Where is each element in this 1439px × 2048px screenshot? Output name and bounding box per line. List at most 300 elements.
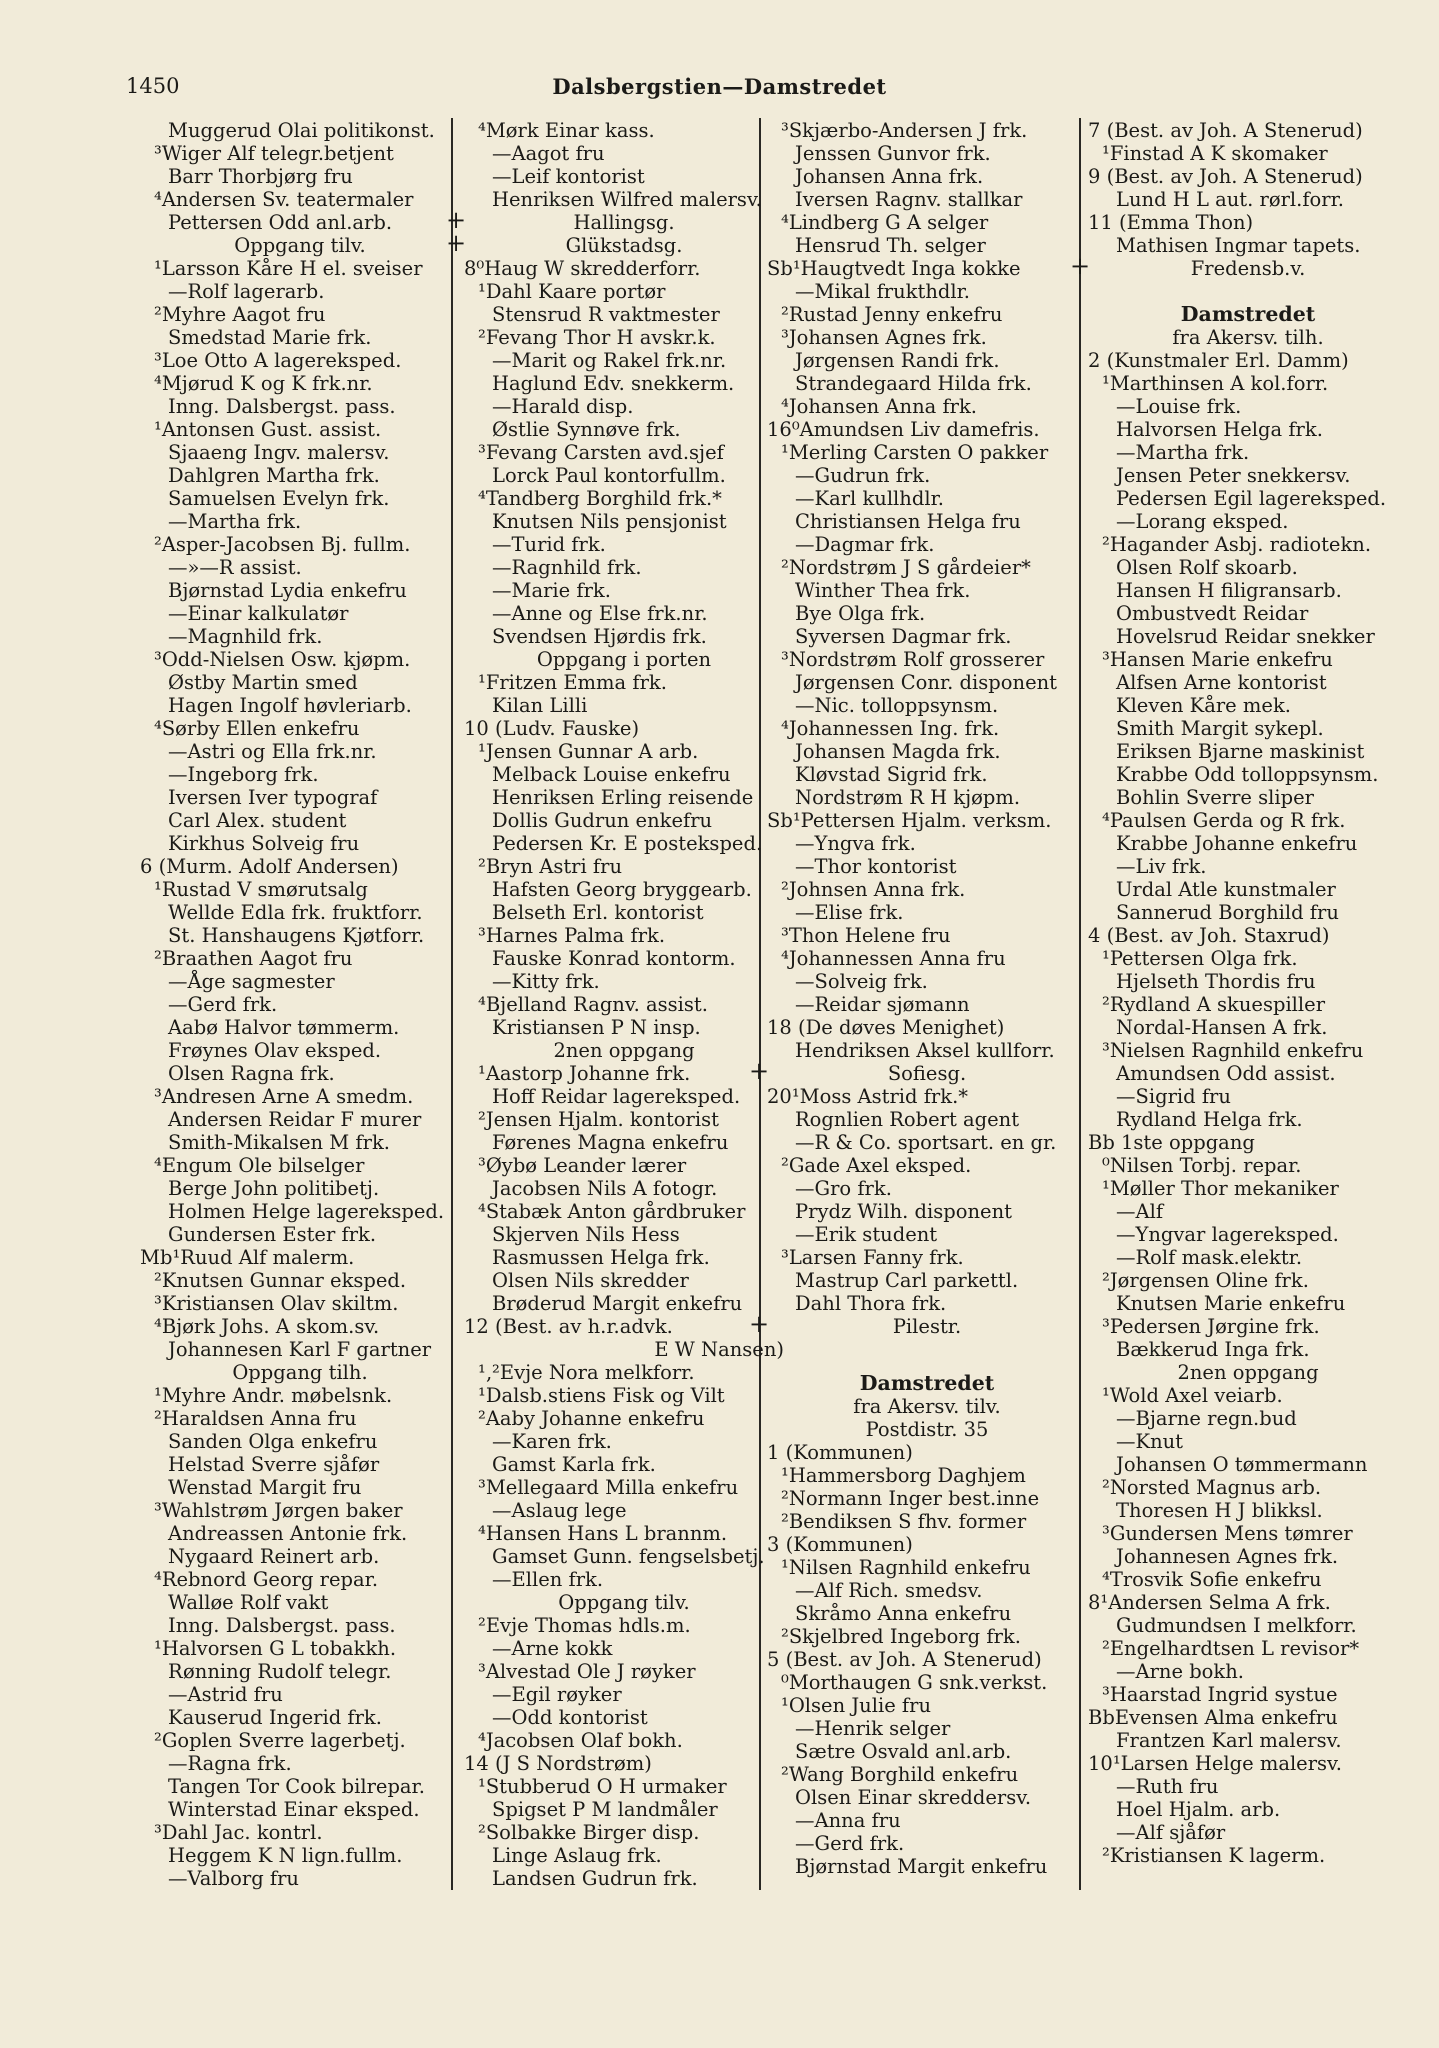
directory-entry: —Yngva frk. bbox=[795, 832, 916, 855]
directory-entry: —Ragna frk. bbox=[168, 1752, 292, 1775]
directory-entry: Oppgang tilv. bbox=[558, 1591, 690, 1614]
directory-entry: Postdistr. 35 bbox=[865, 1418, 989, 1441]
directory-entry: —Yngvar lagereksped. bbox=[1116, 1223, 1339, 1246]
directory-entry: ⁴Tandberg Borghild frk.* bbox=[478, 487, 722, 510]
directory-entry: Oppgang tilh. bbox=[232, 1361, 368, 1384]
directory-entry: Jørgensen Conr. disponent bbox=[795, 671, 1058, 694]
directory-entry: Melback Louise enkefru bbox=[492, 763, 731, 786]
directory-entry: Nygaard Reinert arb. bbox=[168, 1545, 380, 1568]
directory-entry: Andreassen Antonie frk. bbox=[168, 1522, 408, 1545]
directory-entry: ³Johansen Agnes frk. bbox=[781, 326, 987, 349]
cross-street bbox=[749, 1057, 1087, 1085]
directory-entry: Bækkerud Inga frk. bbox=[1116, 1338, 1310, 1361]
spacer bbox=[1088, 280, 1408, 303]
directory-entry: ¹Finstad A K skomaker bbox=[1102, 142, 1328, 165]
directory-entry: —Gerd frk. bbox=[795, 1832, 905, 1855]
directory-entry: ⁴Johannessen Anna fru bbox=[781, 947, 1006, 970]
directory-entry: Urdal Atle kunstmaler bbox=[1116, 878, 1336, 901]
directory-entry: —Anne og Else frk.nr. bbox=[492, 602, 708, 625]
directory-entry: 20¹Moss Astrid frk.* bbox=[767, 1085, 969, 1108]
directory-entry: 8¹Andersen Selma A frk. bbox=[1088, 1591, 1331, 1614]
directory-entry: 3 (Kommunen) bbox=[767, 1533, 913, 1556]
directory-entry: Amundsen Odd assist. bbox=[1116, 1062, 1336, 1085]
directory-entry: ⁴Sørby Ellen enkefru bbox=[154, 717, 360, 740]
directory-entry: 10 (Ludv. Fauske) bbox=[464, 717, 640, 740]
directory-entry: ²Fevang Thor H avskr.k. bbox=[478, 326, 716, 349]
directory-entry: Skjerven Nils Hess bbox=[492, 1223, 680, 1246]
directory-entry: Wellde Edla frk. fruktforr. bbox=[168, 901, 423, 924]
directory-entry: Berge John politibetj. bbox=[168, 1177, 380, 1200]
directory-entry: Strandegaard Hilda frk. bbox=[795, 372, 1032, 395]
cross-street-icon: + bbox=[749, 1310, 770, 1338]
directory-entry: Iversen Ragnv. stallkar bbox=[795, 188, 1023, 211]
directory-entry: 18 (De døves Menighet) bbox=[767, 1016, 1005, 1039]
directory-entry: Inng. Dalsbergst. pass. bbox=[168, 395, 396, 418]
directory-entry: Knutsen Marie enkefru bbox=[1116, 1292, 1346, 1315]
directory-entry: E W Nansen) bbox=[654, 1338, 784, 1361]
directory-entry: Johansen O tømmermann bbox=[1116, 1453, 1368, 1476]
directory-entry: Thoresen H J blikksl. bbox=[1116, 1499, 1323, 1522]
cross-street bbox=[1070, 252, 1408, 280]
directory-entry: 14 (J S Nordstrøm) bbox=[464, 1752, 652, 1775]
directory-entry: —R & Co. sportsart. en gr. bbox=[795, 1131, 1057, 1154]
page-title: Dalsbergstien—Damstredet bbox=[552, 74, 887, 99]
directory-entry: Sjaaeng Ingv. malersv. bbox=[168, 441, 390, 464]
directory-entry: Smedstad Marie frk. bbox=[168, 326, 372, 349]
directory-entry: Hoel Hjalm. arb. bbox=[1116, 1798, 1281, 1821]
directory-column-1 bbox=[140, 119, 460, 1890]
directory-entry: ³Harnes Palma frk. bbox=[478, 924, 666, 947]
directory-entry: Gudmundsen I melkforr. bbox=[1116, 1614, 1357, 1637]
directory-entry: Haglund Edv. snekkerm. bbox=[492, 372, 735, 395]
directory-entry: ¹Dahl Kaare portør bbox=[478, 280, 666, 303]
directory-entry: Lund H L aut. rørl.forr. bbox=[1116, 188, 1344, 211]
directory-entry: Heggem K N lign.fullm. bbox=[168, 1844, 403, 1867]
directory-entry: Kleven Kåre mek. bbox=[1116, 694, 1291, 717]
directory-entry: Hansen H filigransarb. bbox=[1116, 579, 1342, 602]
directory-entry: ³Hansen Marie enkefru bbox=[1102, 648, 1333, 671]
directory-entry: ³Fevang Carsten avd.sjef bbox=[478, 441, 724, 464]
directory-entry: —Turid frk. bbox=[492, 533, 606, 556]
directory-entry: Prydz Wilh. disponent bbox=[795, 1200, 1012, 1223]
directory-entry: Skråmo Anna enkefru bbox=[795, 1602, 1012, 1625]
directory-entry: —Odd kontorist bbox=[492, 1706, 648, 1729]
directory-entry: Nordstrøm R H kjøpm. bbox=[795, 786, 1021, 809]
cross-street-icon: + bbox=[446, 206, 467, 234]
directory-entry: Jørgensen Randi frk. bbox=[795, 349, 1000, 372]
directory-entry: Johannesen Agnes frk. bbox=[1116, 1545, 1339, 1568]
directory-entry: —Ellen frk. bbox=[492, 1568, 604, 1591]
directory-entry: ³Wahlstrøm Jørgen baker bbox=[154, 1499, 403, 1522]
directory-entry: Gamset Gunn. fengselsbetj. bbox=[492, 1545, 765, 1568]
directory-entry: ²Aaby Johanne enkefru bbox=[478, 1407, 705, 1430]
directory-entry: Rønning Rudolf telegr. bbox=[168, 1660, 392, 1683]
directory-entry: ⁴Paulsen Gerda og R frk. bbox=[1102, 809, 1346, 832]
page-number: 1450 bbox=[126, 74, 180, 98]
directory-entry: —Harald disp. bbox=[492, 395, 634, 418]
directory-entry: Olsen Rolf skoarb. bbox=[1116, 556, 1298, 579]
directory-entry: —Alf bbox=[1116, 1200, 1164, 1223]
directory-entry: Nordal-Hansen A frk. bbox=[1116, 1016, 1328, 1039]
directory-entry: Olsen Einar skreddersv. bbox=[795, 1786, 1032, 1809]
directory-entry: —Ingeborg frk. bbox=[168, 763, 319, 786]
directory-entry: —Louise frk. bbox=[1116, 395, 1242, 418]
street-heading: Damstredet bbox=[859, 1371, 995, 1395]
directory-entry: Hjelseth Thordis fru bbox=[1116, 970, 1316, 993]
directory-entry: 2nen oppgang bbox=[1177, 1361, 1319, 1384]
directory-entry: ²Jensen Hjalm. kontorist bbox=[478, 1108, 719, 1131]
directory-entry: St. Hanshaugens Kjøtforr. bbox=[168, 924, 425, 947]
directory-entry: ⁴Stabæk Anton gårdbruker bbox=[478, 1200, 746, 1223]
directory-entry: ³Dahl Jac. kontrl. bbox=[154, 1821, 323, 1844]
street-heading: Damstredet bbox=[1180, 302, 1316, 326]
cross-street-label: Fredensb.v. bbox=[1190, 257, 1306, 280]
directory-entry: ⁴Mjørud K og K frk.nr. bbox=[154, 372, 373, 395]
directory-entry: Krabbe Odd tolloppsynsm. bbox=[1116, 763, 1379, 786]
directory-entry: Hagen Ingolf høvleriarb. bbox=[168, 694, 412, 717]
directory-entry: fra Akersv. tilh. bbox=[1172, 326, 1324, 349]
directory-entry: —Elise frk. bbox=[795, 901, 904, 924]
directory-entry: —Rolf mask.elektr. bbox=[1116, 1246, 1303, 1269]
directory-entry: ⁴Johannessen Ing. frk. bbox=[781, 717, 1000, 740]
directory-entry: —Erik student bbox=[795, 1223, 938, 1246]
directory-entry: Bjørnstad Lydia enkefru bbox=[168, 579, 407, 602]
directory-entry: Sætre Osvald anl.arb. bbox=[795, 1740, 1012, 1763]
cross-street-label: Pilestr. bbox=[892, 1315, 962, 1338]
directory-entry: ¹Aastorp Johanne frk. bbox=[478, 1062, 691, 1085]
directory-entry: Andersen Reidar F murer bbox=[168, 1108, 422, 1131]
directory-entry: Pettersen Odd anl.arb. bbox=[168, 211, 393, 234]
directory-entry: ¹Fritzen Emma frk. bbox=[478, 671, 667, 694]
directory-entry: ¹‚²Evje Nora melkforr. bbox=[478, 1361, 695, 1384]
directory-entry: ¹Merling Carsten O pakker bbox=[781, 441, 1049, 464]
directory-entry: Stensrud R vaktmester bbox=[492, 303, 720, 326]
directory-entry: ²Wang Borghild enkefru bbox=[781, 1763, 1019, 1786]
cross-street-icon: + bbox=[749, 1057, 770, 1085]
directory-entry: Svendsen Hjørdis frk. bbox=[492, 625, 707, 648]
directory-entry: —Gro frk. bbox=[795, 1177, 892, 1200]
directory-entry: ³Gundersen Mens tømrer bbox=[1102, 1522, 1353, 1545]
directory-entry: Sanden Olga enkefru bbox=[168, 1430, 378, 1453]
directory-entry: Belseth Erl. kontorist bbox=[492, 901, 704, 924]
directory-entry: Frøynes Olav eksped. bbox=[168, 1039, 382, 1062]
directory-entry: Smith-Mikalsen M frk. bbox=[168, 1131, 390, 1154]
directory-entry: —Åge sagmester bbox=[168, 970, 335, 993]
directory-entry: —Nic. tolloppsynsm. bbox=[795, 694, 999, 717]
directory-entry: ⁴Mørk Einar kass. bbox=[478, 119, 655, 142]
directory-entry: ¹Møller Thor mekaniker bbox=[1102, 1177, 1339, 1200]
directory-entry: Wenstad Margit fru bbox=[168, 1476, 362, 1499]
directory-entry: Kirkhus Solveig fru bbox=[168, 832, 360, 855]
directory-entry: ¹Hammersborg Daghjem bbox=[781, 1464, 1026, 1487]
directory-entry: Walløe Rolf vakt bbox=[168, 1591, 329, 1614]
directory-entry: Mathisen Ingmar tapets. bbox=[1116, 234, 1361, 257]
directory-entry: ²Knutsen Gunnar eksped. bbox=[154, 1269, 407, 1292]
directory-entry: —Egil røyker bbox=[492, 1683, 622, 1706]
directory-entry: Hovelsrud Reidar snekker bbox=[1116, 625, 1375, 648]
directory-entry: ³Loe Otto A lagereksped. bbox=[154, 349, 402, 372]
directory-entry: BbEvensen Alma enkefru bbox=[1088, 1706, 1338, 1729]
directory-column-4 bbox=[1070, 119, 1408, 1867]
directory-entry: —Martha frk. bbox=[1116, 441, 1250, 464]
directory-entry: 6 (Murm. Adolf Andersen) bbox=[140, 855, 399, 878]
cross-street bbox=[446, 206, 784, 234]
directory-entry: 5 (Best. av Joh. A Stenerud) bbox=[767, 1648, 1042, 1671]
directory-entry: ³Odd-Nielsen Osw. kjøpm. bbox=[154, 648, 411, 671]
directory-entry: —Aslaug lege bbox=[492, 1499, 627, 1522]
directory-entry: Pedersen Egil lagereksped. bbox=[1116, 487, 1387, 510]
directory-entry: ¹Jensen Gunnar A arb. bbox=[478, 740, 699, 763]
directory-entry: ²Solbakke Birger disp. bbox=[478, 1821, 700, 1844]
directory-entry: Østby Martin smed bbox=[168, 671, 358, 694]
directory-entry: Syversen Dagmar frk. bbox=[795, 625, 1012, 648]
directory-entry: Christiansen Helga fru bbox=[795, 510, 1021, 533]
directory-entry: ⁴Rebnord Georg repar. bbox=[154, 1568, 379, 1591]
directory-entry: Eriksen Bjarne maskinist bbox=[1116, 740, 1365, 763]
directory-column-2 bbox=[446, 119, 784, 1890]
directory-entry: ⁴Andersen Sv. teatermaler bbox=[154, 188, 414, 211]
directory-column-3 bbox=[749, 119, 1087, 1878]
directory-entry: Olsen Nils skredder bbox=[492, 1269, 689, 1292]
directory-entry: Jacobsen Nils A fotogr. bbox=[492, 1177, 718, 1200]
directory-entry: Olsen Ragna frk. bbox=[168, 1062, 335, 1085]
directory-entry: 16⁰Amundsen Liv damefris. bbox=[767, 418, 1040, 441]
directory-entry: Bohlin Sverre sliper bbox=[1116, 786, 1314, 809]
directory-entry: Helstad Sverre sjåfør bbox=[168, 1453, 380, 1476]
directory-entry: —Bjarne regn.bud bbox=[1116, 1407, 1297, 1430]
directory-entry: Rognlien Robert agent bbox=[795, 1108, 1020, 1131]
cross-street-label: Glükstadsg. bbox=[565, 234, 683, 257]
directory-entry: Henriksen Wilfred malersv. bbox=[492, 188, 762, 211]
directory-entry: ⁴Johansen Anna frk. bbox=[781, 395, 977, 418]
directory-entry: —Astri og Ella frk.nr. bbox=[168, 740, 377, 763]
cross-street-icon: + bbox=[446, 229, 467, 257]
directory-entry: ⁰Nilsen Torbj. repar. bbox=[1102, 1154, 1302, 1177]
directory-entry: Rydland Helga frk. bbox=[1116, 1108, 1303, 1131]
directory-entry: ²Rydland A skuespiller bbox=[1102, 993, 1326, 1016]
directory-entry: Johansen Anna frk. bbox=[795, 165, 984, 188]
directory-entry: ²Goplen Sverre lagerbetj. bbox=[154, 1729, 406, 1752]
directory-entry: ²Engelhardtsen L revisor* bbox=[1102, 1637, 1360, 1660]
directory-entry: Sb¹Haugtvedt Inga kokke bbox=[767, 257, 1021, 280]
directory-entry: ⁴Bjørk Johs. A skom.sv. bbox=[154, 1315, 380, 1338]
directory-entry: Hoff Reidar lagereksped. bbox=[492, 1085, 741, 1108]
directory-entry: ¹Dalsb.stiens Fisk og Vilt bbox=[478, 1384, 725, 1407]
directory-entry: Smith Margit sykepl. bbox=[1116, 717, 1324, 740]
directory-entry: 8⁰Haug W skredderforr. bbox=[464, 257, 701, 280]
directory-entry: —Magnhild frk. bbox=[168, 625, 323, 648]
directory-entry: —Einar kalkulatør bbox=[168, 602, 349, 625]
directory-entry: ⁰Morthaugen G snk.verkst. bbox=[781, 1671, 1048, 1694]
directory-entry: 10¹Larsen Helge malersv. bbox=[1088, 1752, 1342, 1775]
directory-entry: ³Øybø Leander lærer bbox=[478, 1154, 687, 1177]
directory-entry: Østlie Synnøve frk. bbox=[492, 418, 681, 441]
directory-entry: ⁴Hansen Hans L brannm. bbox=[478, 1522, 728, 1545]
directory-entry: 2 (Kunstmaler Erl. Damm) bbox=[1088, 349, 1349, 372]
directory-entry: ¹Wold Axel veiarb. bbox=[1102, 1384, 1283, 1407]
directory-entry: —Gerd frk. bbox=[168, 993, 278, 1016]
directory-entry: Bjørnstad Margit enkefru bbox=[795, 1855, 1048, 1878]
directory-entry: Kilan Lilli bbox=[492, 694, 588, 717]
spacer bbox=[767, 1338, 1087, 1372]
directory-entry: ¹Larsson Kåre H el. sveiser bbox=[154, 257, 423, 280]
directory-entry: Hendriksen Aksel kullforr. bbox=[795, 1039, 1055, 1062]
directory-entry: ⁴Jacobsen Olaf bokh. bbox=[478, 1729, 683, 1752]
directory-entry: Bb 1ste oppgang bbox=[1088, 1131, 1255, 1154]
directory-entry: Frantzen Karl malersv. bbox=[1116, 1729, 1342, 1752]
directory-entry: Dahlgren Martha frk. bbox=[168, 464, 380, 487]
directory-entry: Halvorsen Helga frk. bbox=[1116, 418, 1323, 441]
directory-entry: ³Larsen Fanny frk. bbox=[781, 1246, 964, 1269]
directory-entry: —Valborg fru bbox=[168, 1867, 299, 1890]
directory-entry: 11 (Emma Thon) bbox=[1088, 211, 1254, 234]
directory-entry: Pedersen Kr. E posteksped. bbox=[492, 832, 763, 855]
directory-entry: Kristiansen P N insp. bbox=[492, 1016, 701, 1039]
directory-entry: —Leif kontorist bbox=[492, 165, 645, 188]
directory-entry: ⁴Trosvik Sofie enkefru bbox=[1102, 1568, 1322, 1591]
directory-entry: ³Mellegaard Milla enkefru bbox=[478, 1476, 739, 1499]
directory-entry: ³Kristiansen Olav skiltm. bbox=[154, 1292, 399, 1315]
directory-entry: ¹Myhre Andr. møbelsnk. bbox=[154, 1384, 393, 1407]
directory-entry: Johannesen Karl F gartner bbox=[168, 1338, 432, 1361]
directory-entry: ¹Antonsen Gust. assist. bbox=[154, 418, 382, 441]
directory-entry: —Martha frk. bbox=[168, 510, 302, 533]
directory-entry: —Mikal frukthdlr. bbox=[795, 280, 970, 303]
directory-entry: —Dagmar frk. bbox=[795, 533, 935, 556]
directory-entry: Mastrup Carl parkettl. bbox=[795, 1269, 1019, 1292]
directory-entry: ²Myhre Aagot fru bbox=[154, 303, 326, 326]
directory-entry: ⁴Lindberg G A selger bbox=[781, 211, 989, 234]
directory-entry: Landsen Gudrun frk. bbox=[492, 1867, 698, 1890]
directory-entry: —Kitty frk. bbox=[492, 970, 600, 993]
directory-entry: Spigset P M landmåler bbox=[492, 1798, 718, 1821]
directory-entry: Dollis Gudrun enkefru bbox=[492, 809, 713, 832]
directory-entry: —Sigrid fru bbox=[1116, 1085, 1231, 1108]
directory-entry: ³Skjærbo-Andersen J frk. bbox=[781, 119, 1028, 142]
directory-entry: ²Hagander Asbj. radiotekn. bbox=[1102, 533, 1372, 556]
directory-entry: ⁴Bjelland Ragnv. assist. bbox=[478, 993, 708, 1016]
directory-entry: —Alf Rich. smedsv. bbox=[795, 1579, 983, 1602]
directory-entry: —»—R assist. bbox=[168, 556, 302, 579]
directory-entry: Brøderud Margit enkefru bbox=[492, 1292, 743, 1315]
directory-entry: Gamst Karla frk. bbox=[492, 1453, 656, 1476]
directory-entry: —Karl kullhdlr. bbox=[795, 487, 944, 510]
directory-entry: ²Rustad Jenny enkefru bbox=[781, 303, 1003, 326]
directory-entry: ²Skjelbred Ingeborg frk. bbox=[781, 1625, 1021, 1648]
directory-entry: —Reidar sjømann bbox=[795, 993, 970, 1016]
directory-entry: ¹Nilsen Ragnhild enkefru bbox=[781, 1556, 1031, 1579]
directory-entry: ¹Marthinsen A kol.forr. bbox=[1102, 372, 1329, 395]
directory-entry: ³Nielsen Ragnhild enkefru bbox=[1102, 1039, 1364, 1062]
directory-entry: Kauserud Ingerid frk. bbox=[168, 1706, 382, 1729]
directory-entry: ²Kristiansen K lagerm. bbox=[1102, 1844, 1326, 1867]
directory-entry: —Rolf lagerarb. bbox=[168, 280, 325, 303]
directory-entry: Winther Thea frk. bbox=[795, 579, 971, 602]
directory-entry: Carl Alex. student bbox=[168, 809, 347, 832]
directory-entry: 12 (Best. av h.r.advk. bbox=[464, 1315, 673, 1338]
directory-entry: ²Jørgensen Oline frk. bbox=[1102, 1269, 1309, 1292]
directory-entry: —Ruth fru bbox=[1116, 1775, 1219, 1798]
directory-entry: —Alf sjåfør bbox=[1116, 1821, 1226, 1844]
directory-entry: Hafsten Georg bryggearb. bbox=[492, 878, 752, 901]
directory-entry: ²Bryn Astri fru bbox=[478, 855, 623, 878]
directory-entry: —Aagot fru bbox=[492, 142, 605, 165]
directory-entry: Johansen Magda frk. bbox=[795, 740, 1001, 763]
directory-entry: Bye Olga frk. bbox=[795, 602, 926, 625]
directory-entry: ²Johnsen Anna frk. bbox=[781, 878, 966, 901]
directory-entry: Fauske Konrad kontorm. bbox=[492, 947, 736, 970]
directory-entry: ³Wiger Alf telegr.betjent bbox=[154, 142, 394, 165]
directory-entry: 4 (Best. av Joh. Staxrud) bbox=[1088, 924, 1330, 947]
directory-entry: ²Nordstrøm J S gårdeier* bbox=[781, 556, 1031, 579]
directory-entry: Tangen Tor Cook bilrepar. bbox=[168, 1775, 425, 1798]
cross-street-label: Hallingsg. bbox=[573, 211, 675, 234]
directory-entry: Lorck Paul kontorfullm. bbox=[492, 464, 726, 487]
directory-entry: ¹Rustad V smørutsalg bbox=[154, 878, 368, 901]
directory-entry: Mb¹Ruud Alf malerm. bbox=[140, 1246, 355, 1269]
directory-entry: —Arne bokh. bbox=[1116, 1660, 1244, 1683]
directory-entry: —Lorang eksped. bbox=[1116, 510, 1289, 533]
directory-entry: Henriksen Erling reisende bbox=[492, 786, 754, 809]
directory-entry: ⁴Engum Ole bilselger bbox=[154, 1154, 365, 1177]
directory-entry: ²Asper-Jacobsen Bj. fullm. bbox=[154, 533, 411, 556]
directory-entry: Sannerud Borghild fru bbox=[1116, 901, 1339, 924]
directory-entry: Inng. Dalsbergst. pass. bbox=[168, 1614, 396, 1637]
directory-entry: —Gudrun frk. bbox=[795, 464, 931, 487]
directory-entry: ³Haarstad Ingrid systue bbox=[1102, 1683, 1338, 1706]
directory-entry: Samuelsen Evelyn frk. bbox=[168, 487, 390, 510]
directory-entry: Krabbe Johanne enkefru bbox=[1116, 832, 1358, 855]
directory-entry: ³Nordstrøm Rolf grosserer bbox=[781, 648, 1045, 671]
directory-entry: —Anna fru bbox=[795, 1809, 901, 1832]
directory-entry: 7 (Best. av Joh. A Stenerud) bbox=[1088, 119, 1363, 142]
directory-entry: ²Haraldsen Anna fru bbox=[154, 1407, 357, 1430]
directory-entry: 2nen oppgang bbox=[553, 1039, 695, 1062]
directory-entry: ¹Stubberud O H urmaker bbox=[478, 1775, 727, 1798]
directory-entry: ³Pedersen Jørgine frk. bbox=[1102, 1315, 1320, 1338]
cross-street-label: Sofiesg. bbox=[887, 1062, 967, 1085]
directory-entry: fra Akersv. tilv. bbox=[853, 1395, 1001, 1418]
directory-entry: Barr Thorbjørg fru bbox=[168, 165, 353, 188]
directory-entry: —Liv frk. bbox=[1116, 855, 1207, 878]
cross-street bbox=[446, 229, 784, 257]
directory-entry: Førenes Magna enkefru bbox=[492, 1131, 729, 1154]
directory-entry: Jenssen Gunvor frk. bbox=[795, 142, 991, 165]
directory-entry: Rasmussen Helga frk. bbox=[492, 1246, 710, 1269]
directory-entry: ²Evje Thomas hdls.m. bbox=[478, 1614, 691, 1637]
directory-entry: —Marie frk. bbox=[492, 579, 611, 602]
cross-street bbox=[749, 1310, 1087, 1338]
directory-entry: —Ragnhild frk. bbox=[492, 556, 642, 579]
directory-entry: Sb¹Pettersen Hjalm. verksm. bbox=[767, 809, 1052, 832]
directory-entry: —Knut bbox=[1116, 1430, 1184, 1453]
directory-entry: Jensen Peter snekkersv. bbox=[1116, 464, 1351, 487]
directory-entry: ²Braathen Aagot fru bbox=[154, 947, 353, 970]
directory-entry: ³Andresen Arne A smedm. bbox=[154, 1085, 414, 1108]
directory-entry: 1 (Kommunen) bbox=[767, 1441, 913, 1464]
directory-entry: ²Bendiksen S fhv. former bbox=[781, 1510, 1027, 1533]
directory-entry: Alfsen Arne kontorist bbox=[1116, 671, 1327, 694]
directory-entry: —Henrik selger bbox=[795, 1717, 951, 1740]
cross-street-icon: + bbox=[1070, 252, 1091, 280]
directory-entry: Ombustvedt Reidar bbox=[1116, 602, 1309, 625]
directory-entry: ¹Pettersen Olga frk. bbox=[1102, 947, 1298, 970]
directory-entry: Gundersen Ester frk. bbox=[168, 1223, 377, 1246]
directory-entry: Kløvstad Sigrid frk. bbox=[795, 763, 988, 786]
directory-entry: ²Gade Axel eksped. bbox=[781, 1154, 972, 1177]
directory-entry: —Marit og Rakel frk.nr. bbox=[492, 349, 727, 372]
directory-entry: ²Normann Inger best.inne bbox=[781, 1487, 1040, 1510]
